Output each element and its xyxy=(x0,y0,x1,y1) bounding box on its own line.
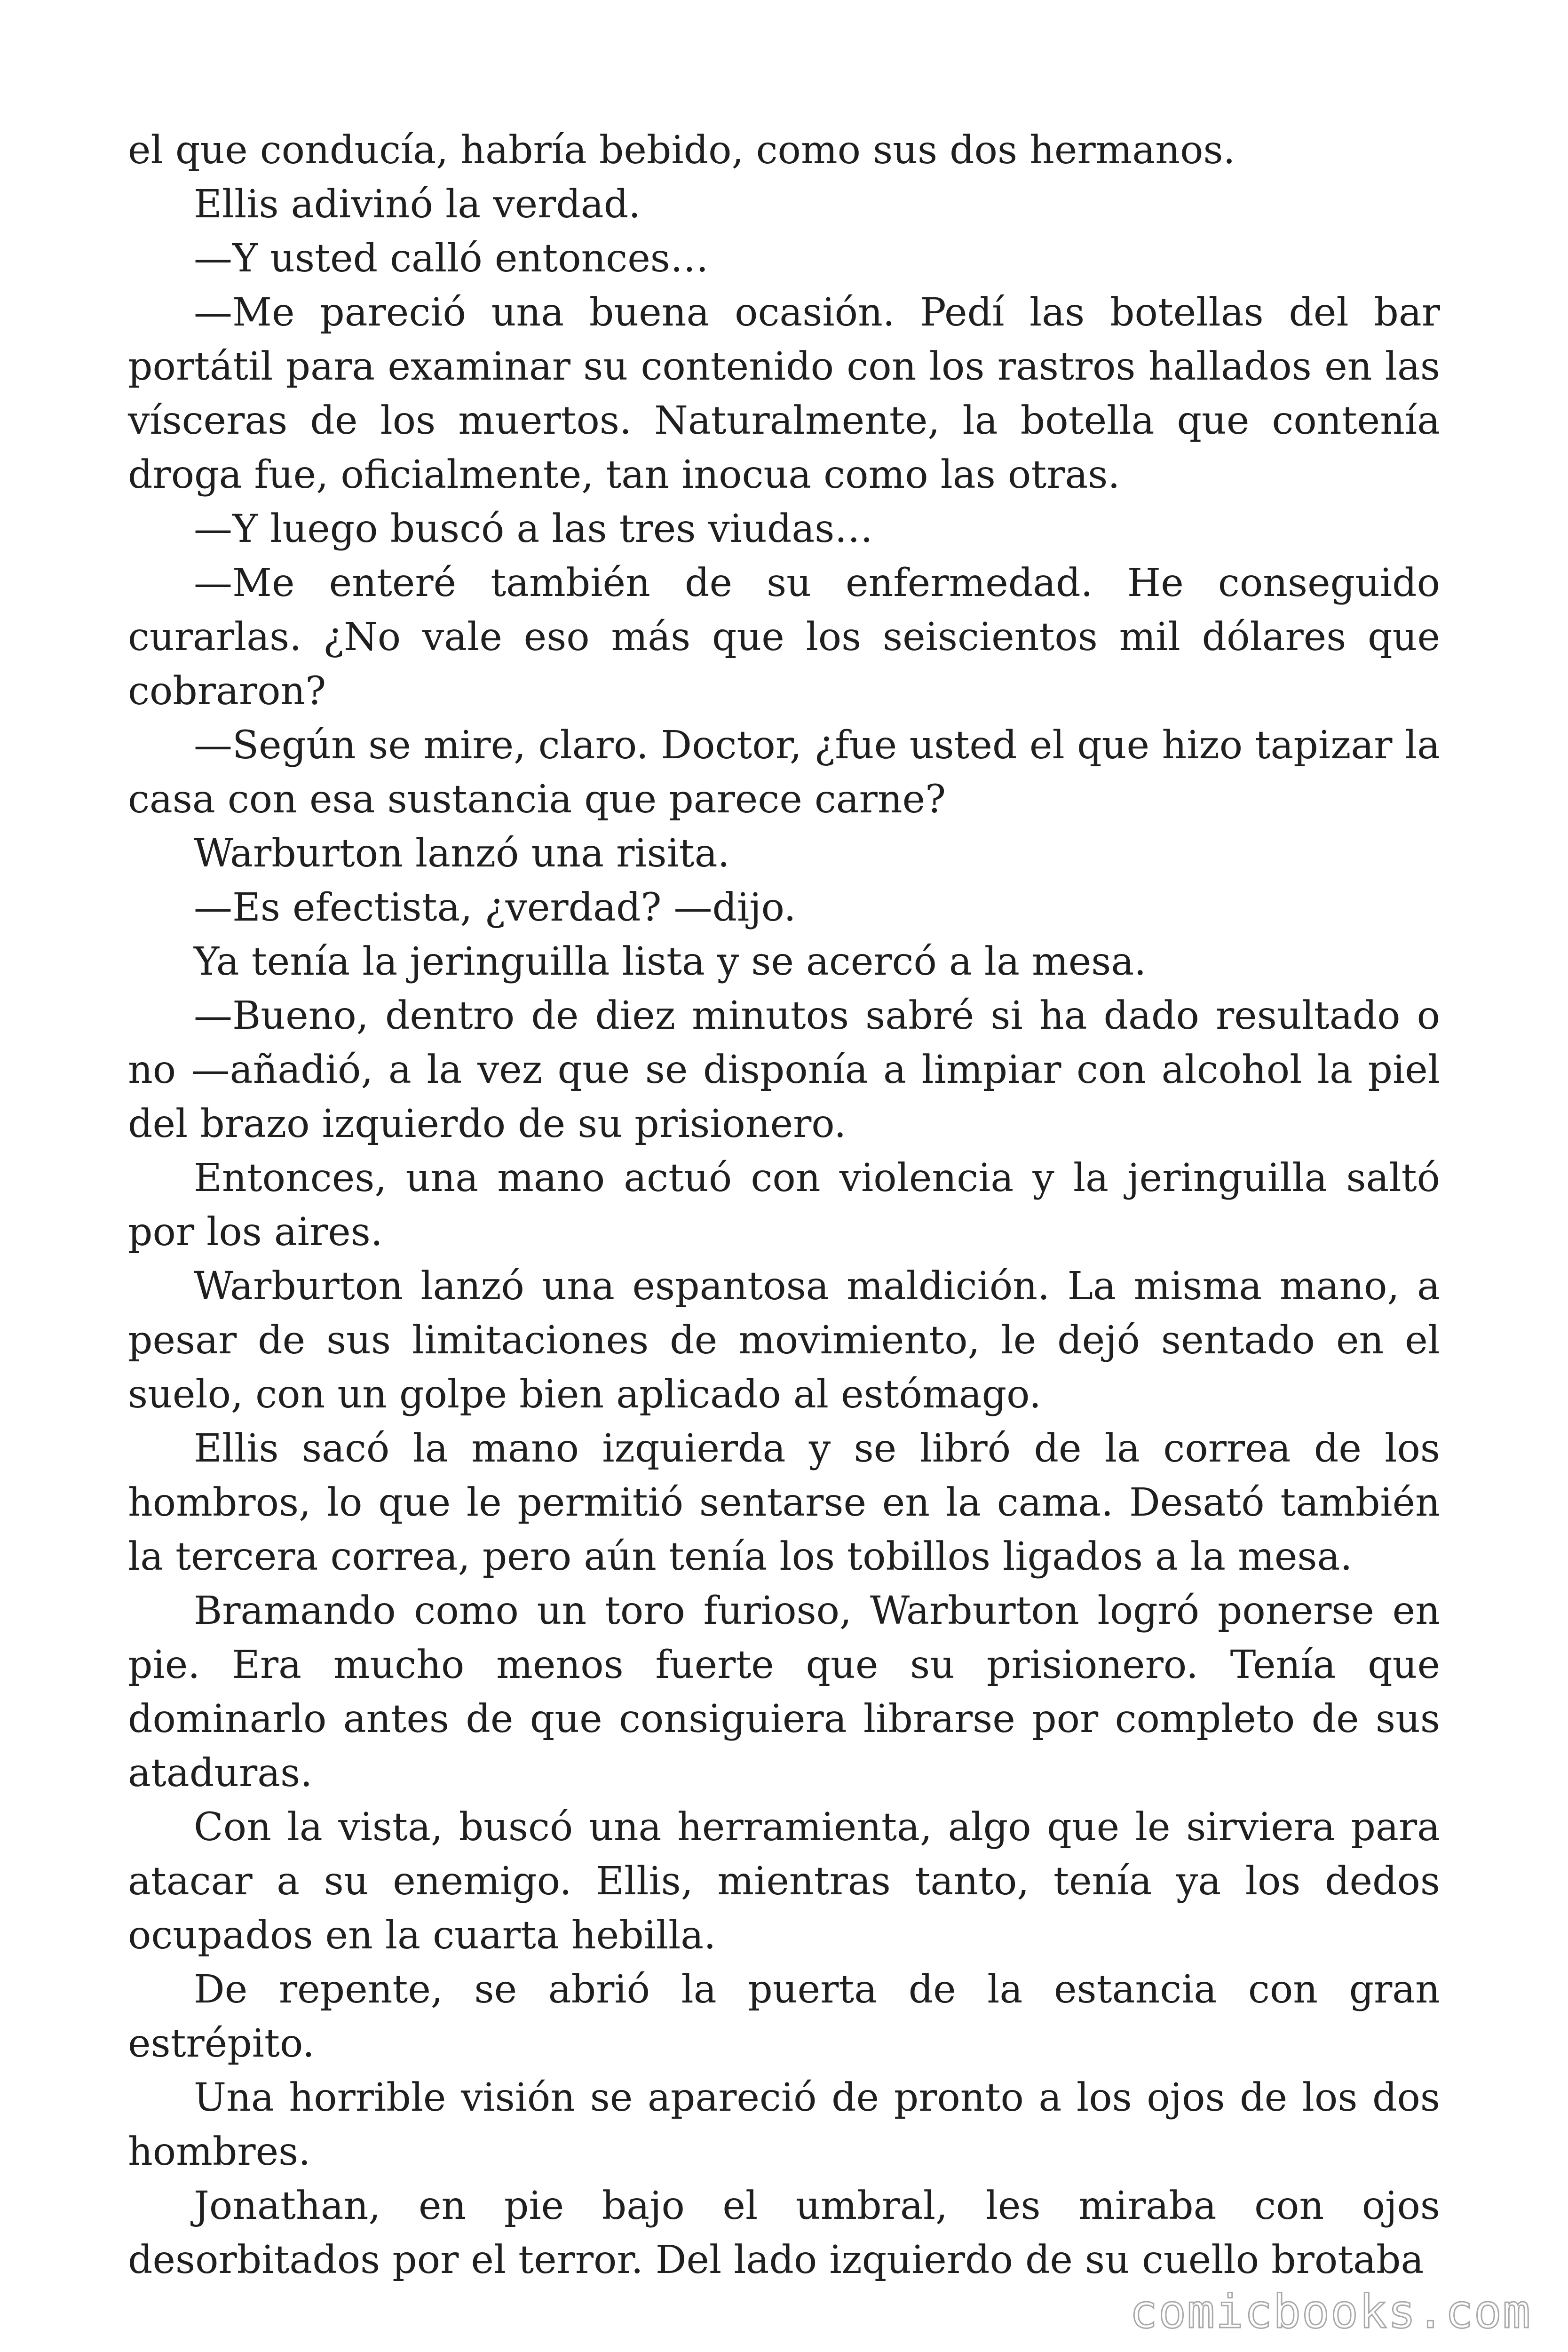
paragraph: Ellis adivinó la verdad. xyxy=(194,182,641,227)
paragraph: Con la vista, buscó una herramienta, algo que le sirviera para atacar a su enemigo. Ellis, mientras tanto, tenía ya los dedos ocupados en la cuarta hebilla. xyxy=(128,1805,1440,1958)
paragraph: Una horrible visión se apareció de pronto a los ojos de los dos hombres. xyxy=(128,2075,1440,2174)
paragraph: Warburton lanzó una espantosa maldición. La misma mano, a pesar de sus limitaciones de movimiento, le dejó sentado en el suelo, con un golpe bien aplicado al estómago. xyxy=(128,1264,1440,1417)
paragraph: Bramando como un toro furioso, Warburton logró ponerse en pie. Era mucho menos fuerte que su prisionero. Tenía que dominarlo antes de que consiguiera librarse por completo de sus ataduras. xyxy=(128,1589,1440,1796)
paragraph: Ellis sacó la mano izquierda y se libró de la correa de los hombros, lo que le permitió sentarse en la cama. Desató también la tercera correa, pero aún tenía los tobillos ligados a la mesa. xyxy=(128,1426,1440,1579)
paragraph: —Bueno, dentro de diez minutos sabré si ha dado resultado o no —añadió, a la vez que se disponía a limpiar con alcohol la piel del brazo izquierdo de su prisionero. xyxy=(128,993,1440,1146)
paragraph: —Me pareció una buena ocasión. Pedí las botellas del bar portátil para examinar su contenido con los rastros hallados en las vísceras de los muertos. Naturalmente, la botella que contenía droga fue, oficialmente, tan inocua como las otras. xyxy=(128,290,1440,497)
paragraph: —Y luego buscó a las tres viudas… xyxy=(194,507,873,551)
paragraph: —Me enteré también de su enfermedad. He conseguido curarlas. ¿No vale eso más que los seiscientos mil dólares que cobraron? xyxy=(128,561,1440,714)
paragraph: —Es efectista, ¿verdad? —dijo. xyxy=(194,885,796,930)
page-text xyxy=(128,123,1440,2287)
watermark: comicbooks.com xyxy=(1129,2285,1531,2339)
paragraph: Entonces, una mano actuó con violencia y la jeringuilla saltó por los aires. xyxy=(128,1156,1440,1255)
paragraph: De repente, se abrió la puerta de la estancia con gran estrépito. xyxy=(128,1967,1440,2066)
paragraph: Warburton lanzó una risita. xyxy=(194,831,730,876)
paragraph: —Según se mire, claro. Doctor, ¿fue usted el que hizo tapizar la casa con esa sustancia que parece carne? xyxy=(128,723,1440,822)
paragraph: Jonathan, en pie bajo el umbral, les miraba con ojos desorbitados por el terror. Del lado izquierdo de su cuello brotaba xyxy=(128,2184,1440,2282)
paragraph: Ya tenía la jeringuilla lista y se acercó a la mesa. xyxy=(194,939,1147,984)
paragraph: —Y usted calló entonces… xyxy=(194,236,709,281)
paragraph: el que conducía, habría bebido, como sus dos hermanos. xyxy=(128,128,1235,173)
